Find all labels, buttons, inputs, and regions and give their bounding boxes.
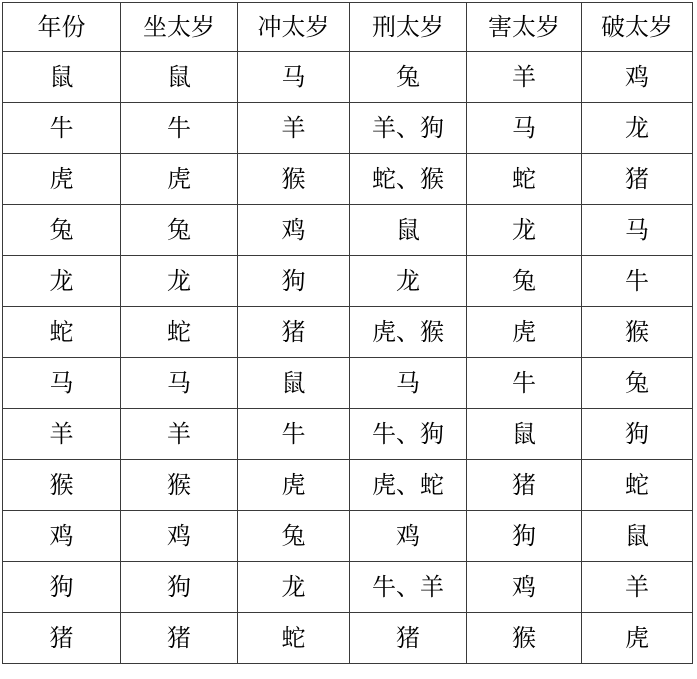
cell-hai: 鸡: [467, 562, 582, 613]
cell-zuo: 猴: [121, 460, 238, 511]
header-row: [3, 3, 693, 52]
cell-po: 马: [582, 205, 693, 256]
cell-hai: 牛: [467, 358, 582, 409]
cell-xing: 牛、狗: [350, 409, 467, 460]
cell-zuo: 马: [121, 358, 238, 409]
header-po-tai-sui: 破太岁: [582, 3, 693, 52]
cell-xing: 牛、羊: [350, 562, 467, 613]
cell-po: 鼠: [582, 511, 693, 562]
cell-xing: 羊、狗: [350, 103, 467, 154]
table-row: [3, 103, 693, 154]
cell-po: 狗: [582, 409, 693, 460]
cell-xing: 龙: [350, 256, 467, 307]
table-row: [3, 613, 693, 664]
cell-po: 龙: [582, 103, 693, 154]
cell-chong: 虎: [238, 460, 350, 511]
cell-hai: 狗: [467, 511, 582, 562]
cell-xing: 蛇、猴: [350, 154, 467, 205]
cell-zuo: 鸡: [121, 511, 238, 562]
table-row: [3, 562, 693, 613]
cell-hai: 兔: [467, 256, 582, 307]
cell-hai: 猴: [467, 613, 582, 664]
cell-zuo: 兔: [121, 205, 238, 256]
cell-year: 鼠: [3, 52, 121, 103]
cell-chong: 羊: [238, 103, 350, 154]
cell-po: 鸡: [582, 52, 693, 103]
cell-hai: 虎: [467, 307, 582, 358]
cell-xing: 虎、猴: [350, 307, 467, 358]
cell-zuo: 牛: [121, 103, 238, 154]
cell-zuo: 羊: [121, 409, 238, 460]
cell-chong: 鼠: [238, 358, 350, 409]
cell-po: 猪: [582, 154, 693, 205]
cell-year: 猴: [3, 460, 121, 511]
cell-zuo: 鼠: [121, 52, 238, 103]
header-year: 年份: [3, 3, 121, 52]
cell-zuo: 虎: [121, 154, 238, 205]
cell-chong: 兔: [238, 511, 350, 562]
cell-zuo: 狗: [121, 562, 238, 613]
cell-hai: 羊: [467, 52, 582, 103]
cell-year: 鸡: [3, 511, 121, 562]
header-xing-tai-sui: 刑太岁: [350, 3, 467, 52]
cell-xing: 鸡: [350, 511, 467, 562]
cell-chong: 马: [238, 52, 350, 103]
cell-chong: 猴: [238, 154, 350, 205]
cell-year: 马: [3, 358, 121, 409]
table-row: [3, 205, 693, 256]
cell-year: 狗: [3, 562, 121, 613]
cell-xing: 猪: [350, 613, 467, 664]
table-row: [3, 409, 693, 460]
table-row: [3, 52, 693, 103]
cell-hai: 蛇: [467, 154, 582, 205]
cell-xing: 鼠: [350, 205, 467, 256]
cell-zuo: 猪: [121, 613, 238, 664]
cell-year: 牛: [3, 103, 121, 154]
cell-chong: 牛: [238, 409, 350, 460]
cell-xing: 虎、蛇: [350, 460, 467, 511]
cell-po: 虎: [582, 613, 693, 664]
cell-chong: 鸡: [238, 205, 350, 256]
cell-hai: 鼠: [467, 409, 582, 460]
cell-zuo: 龙: [121, 256, 238, 307]
cell-year: 虎: [3, 154, 121, 205]
cell-po: 兔: [582, 358, 693, 409]
cell-chong: 猪: [238, 307, 350, 358]
header-zuo-tai-sui: 坐太岁: [121, 3, 238, 52]
cell-year: 兔: [3, 205, 121, 256]
table-row: [3, 307, 693, 358]
cell-zuo: 蛇: [121, 307, 238, 358]
cell-year: 龙: [3, 256, 121, 307]
cell-hai: 猪: [467, 460, 582, 511]
cell-po: 蛇: [582, 460, 693, 511]
cell-year: 蛇: [3, 307, 121, 358]
table-row: [3, 460, 693, 511]
table-row: [3, 256, 693, 307]
cell-hai: 龙: [467, 205, 582, 256]
cell-po: 牛: [582, 256, 693, 307]
header-chong-tai-sui: 冲太岁: [238, 3, 350, 52]
cell-hai: 马: [467, 103, 582, 154]
table-row: [3, 511, 693, 562]
cell-po: 猴: [582, 307, 693, 358]
cell-year: 猪: [3, 613, 121, 664]
cell-chong: 狗: [238, 256, 350, 307]
cell-xing: 马: [350, 358, 467, 409]
cell-po: 羊: [582, 562, 693, 613]
cell-chong: 龙: [238, 562, 350, 613]
cell-xing: 兔: [350, 52, 467, 103]
table-row: [3, 358, 693, 409]
header-hai-tai-sui: 害太岁: [467, 3, 582, 52]
cell-year: 羊: [3, 409, 121, 460]
tai-sui-table: [2, 2, 693, 664]
cell-chong: 蛇: [238, 613, 350, 664]
table-row: [3, 154, 693, 205]
